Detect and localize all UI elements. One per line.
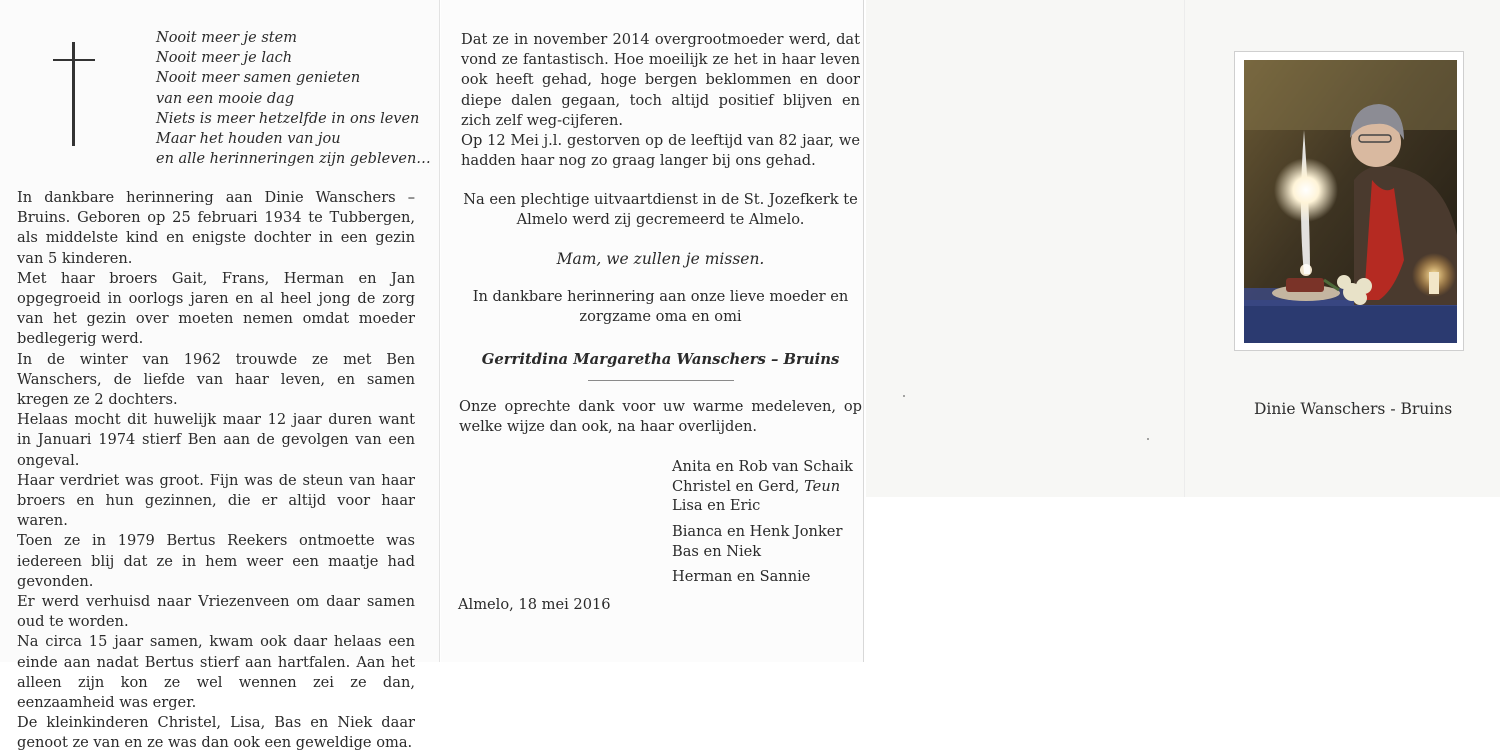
- portrait-frame: [1234, 51, 1464, 351]
- portrait-name: Dinie Wanschers - Bruins: [1254, 400, 1453, 418]
- farewell-line: Mam, we zullen je missen.: [556, 250, 765, 268]
- biography-paragraph: De kleinkinderen Christel, Lisa, Bas en Niek daar genoot ze van en ze was dan ook een geweldige oma.: [17, 714, 415, 752]
- poem-line: Nooit meer je lach: [156, 50, 293, 67]
- dedication-text: In dankbare herinnering aan onze lieve moeder en zorgzame oma en omi: [472, 288, 849, 326]
- middle-paragraph: Dat ze in november 2014 overgrootmoeder werd, dat vond ze fantastisch. Hoe moeilijk ze het in haar leven ook heeft gehad, hoge bergen beklommen en door diepe dalen gegaan, toch altijd positief blijven en zich zelf weg-cijferen.: [461, 31, 860, 129]
- portrait-photo: [1244, 60, 1457, 343]
- family-line: Anita en Rob van Schaik: [672, 458, 854, 475]
- poem-line: Nooit meer je stem: [156, 30, 297, 46]
- biography-paragraph: Toen ze in 1979 Bertus Reekers ontmoette was iedereen blij dat ze in hem weer een maatje had gevonden.: [17, 532, 415, 590]
- paper-speck: [903, 395, 905, 397]
- family-group: [672, 567, 810, 587]
- family-line: Bas en Niek: [672, 542, 762, 560]
- cross-icon-bar: [53, 59, 95, 61]
- poem: [156, 28, 431, 169]
- biography-paragraph: Er werd verhuisd naar Vriezenveen om daar samen oud te worden.: [17, 593, 415, 631]
- biography-paragraph: Haar verdriet was groot. Fijn was de steun van haar broers en hun gezinnen, die er altijd voor haar waren.: [17, 471, 415, 530]
- paper-speck: [1147, 438, 1149, 440]
- middle-intro: [461, 30, 860, 171]
- ceremony-text: Na een plechtige uitvaartdienst in de St. Jozefkerk te Almelo werd zij gecremeerd te Almelo.: [463, 191, 858, 229]
- biography-paragraph: Na circa 15 jaar samen, kwam ook daar helaas een einde aan nadat Bertus stierf aan hartfalen. Aan het alleen zijn kon ze wel wennen zei ze dan, eenzaamheid was erger.: [17, 633, 415, 712]
- poem-line: Maar het houden van jou: [156, 131, 341, 148]
- place-date: Almelo, 18 mei 2016: [458, 596, 611, 613]
- thanks-text: Onze oprechte dank voor uw warme medeleven, op welke wijze dan ook, na haar overlijden.: [459, 398, 862, 436]
- family-line: Bianca en Henk Jonker: [672, 523, 843, 540]
- family-group: [672, 457, 853, 516]
- biography-paragraph: Met haar broers Gait, Frans, Herman en Jan opgegroeid in oorlogs jaren en al heel jong de zorg van het gezin over moeten nemen omdat moeder bedlegerig werd.: [17, 269, 415, 348]
- poem-line: Nooit meer samen genieten: [156, 70, 361, 87]
- biography-paragraph: In dankbare herinnering aan Dinie Wanschers – Bruins. Geboren op 25 februari 1934 te Tubbergen, als middelste kind en enigste dochter in een gezin van 5 kinderen.: [17, 189, 415, 267]
- deceased-full-name: Gerritdina Margaretha Wanschers – Bruins: [481, 351, 840, 368]
- family-line-italic: Teun: [804, 477, 841, 495]
- family-line: [672, 477, 853, 497]
- biography-paragraph: In de winter van 1962 trouwde ze met Ben Wanschers, de liefde van haar leven, en samen kregen ze 2 dochters.: [17, 350, 415, 409]
- biography: [17, 188, 415, 754]
- divider-line: [588, 380, 734, 381]
- poem-line: en alle herinneringen zijn gebleven…: [156, 151, 431, 168]
- cross-icon: [72, 42, 75, 146]
- family-line-text: Christel en Gerd,: [672, 477, 805, 495]
- poem-line: van een mooie dag: [156, 90, 295, 107]
- fold-line: [1184, 0, 1185, 497]
- family-line: Herman en Sannie: [672, 568, 811, 585]
- middle-paragraph: Op 12 Mei j.l. gestorven op de leeftijd van 82 jaar, we hadden haar nog zo graag langer bij ons gehad.: [461, 132, 860, 170]
- biography-paragraph: Helaas mocht dit huwelijk maar 12 jaar duren want in Januari 1974 stierf Ben aan de gevolgen van een ongeval.: [17, 411, 415, 469]
- family-line: Lisa en Eric: [672, 497, 761, 515]
- poem-line: Niets is meer hetzelfde in ons leven: [156, 110, 420, 127]
- family-group: [672, 522, 842, 561]
